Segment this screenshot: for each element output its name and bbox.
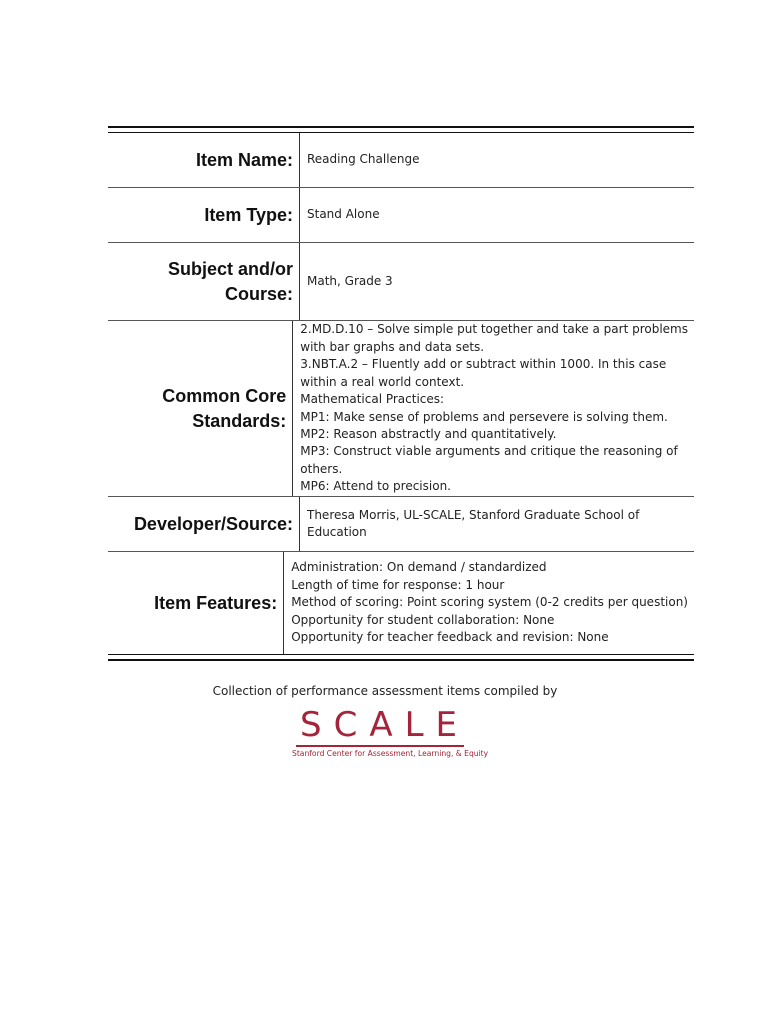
standards-line: MP3: Construct viable arguments and critique the reasoning of — [300, 444, 678, 459]
features-line: Administration: On demand / standardized — [291, 560, 547, 575]
scale-logo-underline — [296, 745, 464, 747]
features-line: Length of time for response: 1 hour — [291, 577, 505, 592]
standards-label-line-1: Common Core — [162, 385, 287, 406]
row-standards — [108, 321, 694, 497]
standards-line: others. — [300, 461, 343, 476]
row-features — [108, 552, 694, 654]
row-item-name — [108, 133, 694, 188]
scale-logo-wordmark: SCALE — [300, 705, 470, 745]
developer-label: Developer/Source: — [108, 497, 300, 551]
subject-label-line-1: Subject and/or — [167, 258, 293, 279]
row-developer — [108, 497, 694, 552]
standards-label-line-2: Standards: — [192, 410, 287, 431]
standards-line: MP2: Reason abstractly and quantitatively. — [300, 426, 557, 441]
item-name-label: Item Name: — [108, 133, 300, 187]
item-type-value: Stand Alone — [307, 207, 380, 222]
features-line: Method of scoring: Point scoring system (0-2 credits per question) — [291, 595, 688, 610]
row-item-type — [108, 188, 694, 243]
features-value — [284, 552, 694, 654]
standards-label — [108, 321, 293, 496]
features-label: Item Features: — [108, 552, 284, 654]
scale-logo — [292, 705, 489, 762]
developer-value: Theresa Morris, UL-SCALE, Stanford Graduate School of Education — [307, 507, 640, 539]
standards-line: MP1: Make sense of problems and persevere is solving them. — [300, 409, 668, 424]
bottom-double-rule — [108, 654, 694, 661]
standards-line: Mathematical Practices: — [300, 392, 445, 407]
compiled-by-text: Collection of performance assessment items compiled by — [212, 684, 558, 698]
top-double-rule — [108, 126, 694, 133]
subject-label-line-2: Course: — [224, 283, 293, 304]
item-info-table — [108, 126, 694, 661]
subject-value: Math, Grade 3 — [307, 273, 393, 288]
scale-logo-tagline: Stanford Center for Assessment, Learning, & Equity — [292, 749, 489, 758]
standards-value — [293, 321, 694, 496]
standards-line: 2.MD.D.10 – Solve simple put together and take a part problems — [300, 322, 688, 337]
item-name-value: Reading Challenge — [307, 152, 420, 167]
features-line: Opportunity for student collaboration: None — [291, 612, 555, 627]
subject-label — [108, 243, 300, 320]
features-line: Opportunity for teacher feedback and revision: None — [291, 630, 609, 645]
standards-line: within a real world context. — [300, 374, 465, 389]
standards-line: with bar graphs and data sets. — [300, 339, 485, 354]
row-subject — [108, 243, 694, 321]
standards-line: 3.NBT.A.2 – Fluently add or subtract within 1000. In this case — [300, 357, 667, 372]
item-type-label: Item Type: — [108, 188, 300, 242]
standards-line: MP6: Attend to precision. — [300, 479, 451, 494]
